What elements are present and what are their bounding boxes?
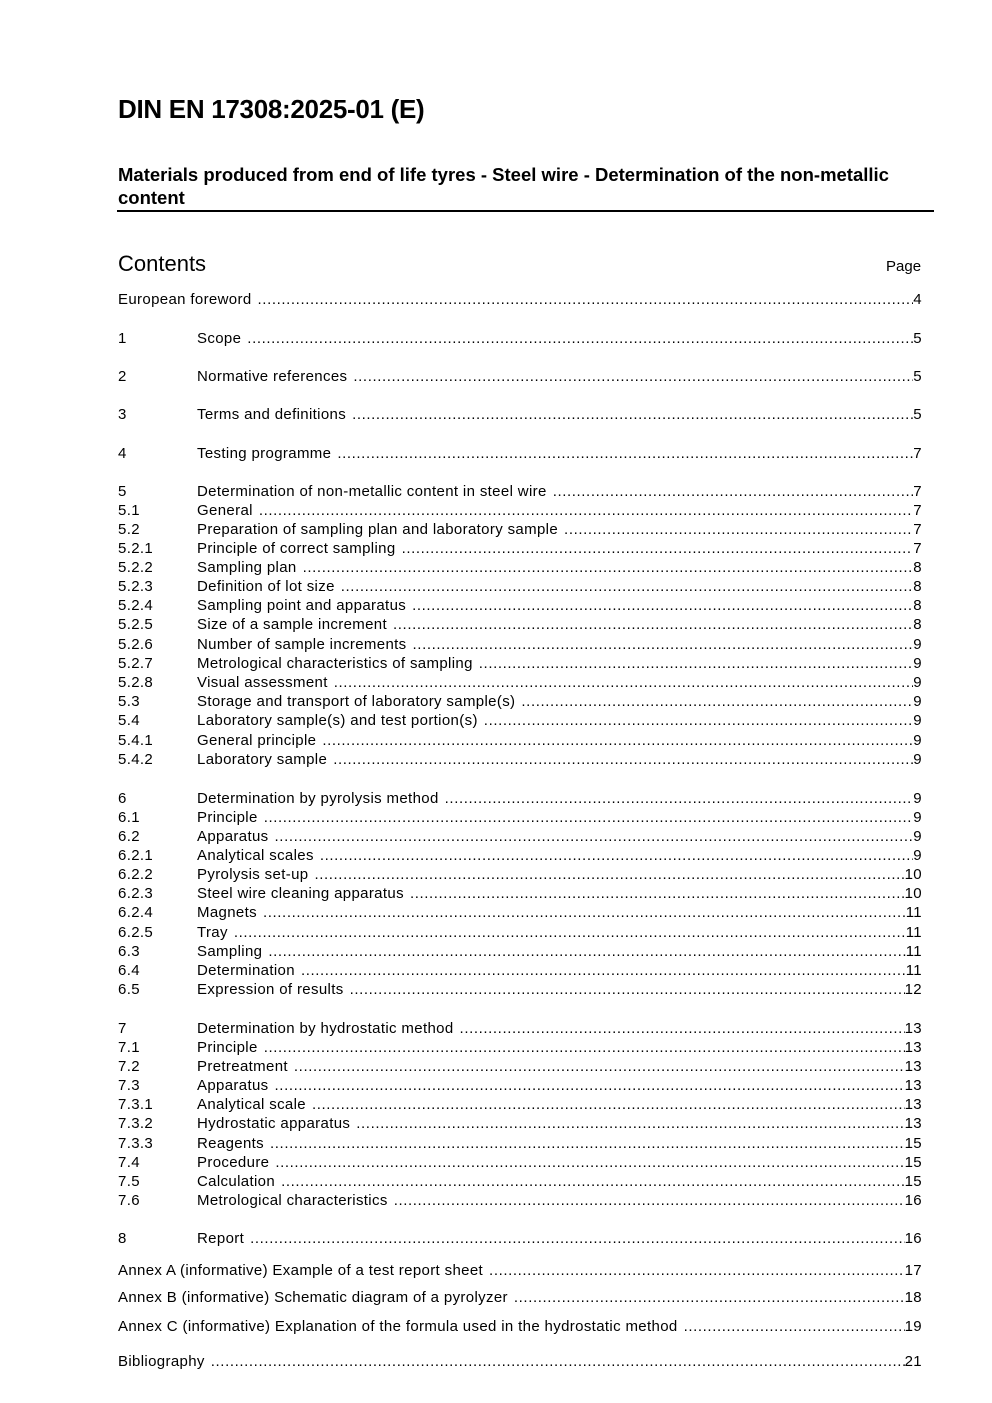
toc-entry-title: Laboratory sample <box>197 751 328 768</box>
toc-entry-title: Visual assessment <box>197 674 328 691</box>
toc-entry-page: 13 <box>904 1058 922 1075</box>
toc-entry <box>118 1019 922 1038</box>
toc-entry-page: 11 <box>905 943 922 960</box>
toc-entry-page: 9 <box>913 693 922 710</box>
toc-entry <box>118 1038 922 1057</box>
toc-entry <box>118 596 922 615</box>
toc-entry-number: 7.1 <box>118 1039 140 1056</box>
toc-entry-page: 8 <box>913 616 922 633</box>
toc-entry-title: Determination by pyrolysis method <box>197 790 439 807</box>
toc-entry <box>118 1317 922 1336</box>
toc-entry-title: Determination by hydrostatic method <box>197 1020 454 1037</box>
dot-leader <box>356 1114 904 1133</box>
toc-entry-page: 9 <box>913 828 922 845</box>
toc-entry-page: 7 <box>913 483 922 500</box>
dot-leader <box>412 596 913 615</box>
toc-entry-title: Normative references <box>197 368 348 385</box>
toc-entry-number: 6.2.3 <box>118 885 154 902</box>
toc-entry-title: Principle of correct sampling <box>197 540 396 557</box>
toc-entry <box>118 1057 922 1076</box>
toc-entry <box>118 1261 922 1280</box>
toc-entry-title: Principle <box>197 809 258 826</box>
toc-entry-page: 13 <box>904 1039 922 1056</box>
toc-entry-title: Size of a sample increment <box>197 616 388 633</box>
toc-entry-number: 6.3 <box>118 943 140 960</box>
dot-leader <box>334 673 914 692</box>
dot-leader <box>250 1229 904 1248</box>
toc-entry-page: 10 <box>904 866 922 883</box>
toc-entry-title: Determination <box>197 962 295 979</box>
toc-entry-page: 4 <box>913 291 922 308</box>
toc-entry-title: General <box>197 502 253 519</box>
toc-entry-page: 13 <box>904 1020 922 1037</box>
toc-entry-page: 8 <box>913 597 922 614</box>
dot-leader <box>211 1352 905 1371</box>
toc-entry <box>118 654 922 673</box>
toc-entry-title: European foreword <box>118 291 252 308</box>
toc-entry-number: 5.2.4 <box>118 597 154 614</box>
dot-leader <box>402 539 914 558</box>
toc-entry-page: 18 <box>904 1289 922 1306</box>
toc-entry <box>118 1076 922 1095</box>
toc-entry-page: 9 <box>913 751 922 768</box>
toc-entry <box>118 903 922 922</box>
toc-entry <box>118 673 922 692</box>
dot-leader <box>337 444 913 463</box>
toc-entry-title: Metrological characteristics <box>197 1192 388 1209</box>
toc-entry-number: 5 <box>118 483 127 500</box>
toc-entry <box>118 1153 922 1172</box>
toc-entry-title: Hydrostatic apparatus <box>197 1115 351 1132</box>
dot-leader <box>264 808 914 827</box>
toc-entry <box>118 329 922 348</box>
toc-entry-number: 2 <box>118 368 127 385</box>
toc-entry-title: Tray <box>197 924 228 941</box>
dot-leader <box>263 903 906 922</box>
toc-entry-title: Sampling point and apparatus <box>197 597 407 614</box>
toc-entry-title: Apparatus <box>197 1077 269 1094</box>
toc-entry-title: Sampling <box>197 943 263 960</box>
toc-entry-page: 5 <box>913 406 922 423</box>
toc-entry-page: 9 <box>913 809 922 826</box>
dot-leader <box>353 367 913 386</box>
toc-entry <box>118 961 922 980</box>
dot-leader <box>258 290 914 309</box>
toc-entry-title: Testing programme <box>197 445 332 462</box>
toc-entry-number: 6.4 <box>118 962 140 979</box>
toc-entry-title: Analytical scale <box>197 1096 306 1113</box>
toc-entry <box>118 520 922 539</box>
dot-leader <box>314 865 904 884</box>
toc-entry-title: Number of sample increments <box>197 636 407 653</box>
toc-entry <box>118 558 922 577</box>
toc-entry-title: Sampling plan <box>197 559 297 576</box>
dot-leader <box>393 615 913 634</box>
toc-entry-page: 15 <box>904 1154 922 1171</box>
toc-entry-title: Magnets <box>197 904 257 921</box>
dot-leader <box>312 1095 905 1114</box>
toc-entry-title: Annex B (informative) Schematic diagram of a pyrolyzer <box>118 1289 508 1306</box>
toc-entry-title: Apparatus <box>197 828 269 845</box>
toc-entry-title: Principle <box>197 1039 258 1056</box>
dot-leader <box>479 654 914 673</box>
toc-entry <box>118 942 922 961</box>
dot-leader <box>301 961 906 980</box>
toc-entry-number: 5.4.2 <box>118 751 154 768</box>
dot-leader <box>270 1134 905 1153</box>
toc-entry-number: 6.2.1 <box>118 847 154 864</box>
toc-entry-number: 5.2.1 <box>118 540 154 557</box>
dot-leader <box>247 329 913 348</box>
toc-entry <box>118 827 922 846</box>
dot-leader <box>514 1288 905 1307</box>
toc-entry-page: 9 <box>913 655 922 672</box>
dot-leader <box>352 405 913 424</box>
dot-leader <box>259 501 913 520</box>
toc-entry-title: Pyrolysis set-up <box>197 866 309 883</box>
toc-entry-number: 5.2.7 <box>118 655 154 672</box>
toc-entry-page: 11 <box>905 904 922 921</box>
toc-entry <box>118 482 922 501</box>
dot-leader <box>394 1191 905 1210</box>
toc-entry-title: Bibliography <box>118 1353 205 1370</box>
toc-entry <box>118 444 922 463</box>
toc-entry-page: 9 <box>913 712 922 729</box>
dot-leader <box>294 1057 905 1076</box>
toc-entry-number: 5.2.2 <box>118 559 154 576</box>
toc-entry-number: 1 <box>118 330 127 347</box>
toc-entry-number: 5.2 <box>118 521 140 538</box>
toc-entry-number: 5.4 <box>118 712 140 729</box>
toc-entry-number: 7.5 <box>118 1173 140 1190</box>
toc-entry-number: 8 <box>118 1230 127 1247</box>
toc-entry-number: 3 <box>118 406 127 423</box>
toc-entry-page: 9 <box>913 636 922 653</box>
toc-entry <box>118 711 922 730</box>
dot-leader <box>460 1019 905 1038</box>
toc-entry-title: Analytical scales <box>197 847 314 864</box>
toc-entry-title: Steel wire cleaning apparatus <box>197 885 404 902</box>
contents-heading: Contents <box>118 251 207 276</box>
dot-leader <box>333 750 913 769</box>
toc-entry-page: 9 <box>913 732 922 749</box>
toc-entry-number: 7.3 <box>118 1077 140 1094</box>
toc-entry-title: Expression of results <box>197 981 344 998</box>
toc-entry <box>118 1191 922 1210</box>
dot-leader <box>445 789 914 808</box>
toc-entry-number: 5.3 <box>118 693 140 710</box>
toc-entry-page: 7 <box>913 521 922 538</box>
dot-leader <box>341 577 914 596</box>
dot-leader <box>303 558 914 577</box>
dot-leader <box>484 711 914 730</box>
toc-entry-page: 11 <box>905 924 922 941</box>
toc-entry-title: Terms and definitions <box>197 406 347 423</box>
toc-entry-number: 6.2.4 <box>118 904 154 921</box>
toc-entry-title: Calculation <box>197 1173 276 1190</box>
toc-entry <box>118 808 922 827</box>
toc-entry-number: 5.4.1 <box>118 732 154 749</box>
toc-entry <box>118 1134 922 1153</box>
dot-leader <box>410 884 905 903</box>
toc-entry <box>118 1172 922 1191</box>
toc-entry-number: 5.2.5 <box>118 616 154 633</box>
toc-entry-page: 7 <box>913 445 922 462</box>
toc-entry <box>118 367 922 386</box>
toc-entry-title: Pretreatment <box>197 1058 288 1075</box>
dot-leader <box>264 1038 905 1057</box>
toc-entry-title: Determination of non-metallic content in steel wire <box>197 483 547 500</box>
toc-entry <box>118 1352 922 1371</box>
toc-entry-page: 13 <box>904 1115 922 1132</box>
toc-entry <box>118 731 922 750</box>
toc-entry-page: 15 <box>904 1135 922 1152</box>
toc-entry-title: Laboratory sample(s) and test portion(s) <box>197 712 478 729</box>
dot-leader <box>320 846 913 865</box>
toc-entry-number: 6.1 <box>118 809 140 826</box>
toc-entry <box>118 1229 922 1248</box>
toc-entry-number: 6.2.2 <box>118 866 154 883</box>
toc-entry-number: 5.2.8 <box>118 674 154 691</box>
toc-entry-title: Storage and transport of laboratory sample(s) <box>197 693 516 710</box>
toc-entry-title: Scope <box>197 330 242 347</box>
toc-entry-title: Metrological characteristics of sampling <box>197 655 473 672</box>
toc-entry-page: 10 <box>904 885 922 902</box>
toc-entry-title: Report <box>197 1230 245 1247</box>
toc-entry-title: Annex A (informative) Example of a test report sheet <box>118 1262 484 1279</box>
toc-entry <box>118 692 922 711</box>
toc-entry-number: 6.2 <box>118 828 140 845</box>
toc-entry <box>118 635 922 654</box>
toc-entry <box>118 923 922 942</box>
toc-entry-number: 7.3.1 <box>118 1096 154 1113</box>
toc-entry <box>118 290 922 309</box>
toc-entry-title: Annex C (informative) Explanation of the formula used in the hydrostatic method <box>118 1318 678 1335</box>
toc-entry-page: 9 <box>913 790 922 807</box>
toc-entry-number: 7.3.2 <box>118 1115 154 1132</box>
document-title: DIN EN 17308:2025-01 (E) <box>118 94 425 124</box>
toc-entry-page: 16 <box>904 1192 922 1209</box>
toc-entry-page: 8 <box>913 559 922 576</box>
toc-entry-page: 13 <box>904 1077 922 1094</box>
toc-entry <box>118 1114 922 1133</box>
dot-leader <box>234 923 906 942</box>
toc-entry <box>118 577 922 596</box>
toc-entry-page: 7 <box>913 540 922 557</box>
dot-leader <box>413 635 914 654</box>
toc-entry-number: 7.6 <box>118 1192 140 1209</box>
toc-entry <box>118 1288 922 1307</box>
toc-entry-page: 13 <box>904 1096 922 1113</box>
dot-leader <box>322 731 913 750</box>
toc-entry-title: Procedure <box>197 1154 270 1171</box>
title-rule <box>117 210 934 212</box>
toc-entry <box>118 980 922 999</box>
toc-entry-number: 7 <box>118 1020 127 1037</box>
dot-leader <box>564 520 913 539</box>
toc-entry-title: Reagents <box>197 1135 265 1152</box>
toc-entry <box>118 750 922 769</box>
toc-entry <box>118 789 922 808</box>
dot-leader <box>275 1076 905 1095</box>
toc-entry-number: 6.5 <box>118 981 140 998</box>
dot-leader <box>350 980 905 999</box>
toc-entry-number: 5.2.3 <box>118 578 154 595</box>
dot-leader <box>281 1172 905 1191</box>
toc-entry-page: 15 <box>904 1173 922 1190</box>
document-subtitle: Materials produced from end of life tyres - Steel wire - Determination of the non-metallic content <box>118 164 889 208</box>
toc-entry-page: 9 <box>913 674 922 691</box>
toc-entry-number: 7.3.3 <box>118 1135 154 1152</box>
toc-entry-page: 21 <box>904 1353 922 1370</box>
toc-entry-title: Definition of lot size <box>197 578 335 595</box>
toc-entry <box>118 884 922 903</box>
toc-entry-number: 6.2.5 <box>118 924 154 941</box>
dot-leader <box>275 1153 904 1172</box>
dot-leader <box>489 1261 905 1280</box>
page-column-label: Page <box>886 258 922 275</box>
toc-entry <box>118 405 922 424</box>
toc-entry <box>118 539 922 558</box>
dot-leader <box>268 942 905 961</box>
toc-entry <box>118 501 922 520</box>
dot-leader <box>684 1317 905 1336</box>
toc-entry-page: 8 <box>913 578 922 595</box>
toc-entry-number: 7.4 <box>118 1154 140 1171</box>
toc-entry-number: 4 <box>118 445 127 462</box>
toc-entry-page: 9 <box>913 847 922 864</box>
toc-entry-page: 16 <box>904 1230 922 1247</box>
toc-entry-page: 5 <box>913 330 922 347</box>
dot-leader <box>521 692 913 711</box>
toc-entry-title: General principle <box>197 732 317 749</box>
dot-leader <box>553 482 914 501</box>
toc-entry-page: 17 <box>904 1262 922 1279</box>
toc-entry-page: 7 <box>913 502 922 519</box>
toc-entry <box>118 615 922 634</box>
toc-entry-page: 12 <box>904 981 922 998</box>
toc-entry-number: 5.1 <box>118 502 140 519</box>
toc-entry-page: 19 <box>904 1318 922 1335</box>
toc-entry-number: 6 <box>118 790 127 807</box>
toc-entry <box>118 1095 922 1114</box>
dot-leader <box>275 827 914 846</box>
toc-entry-number: 5.2.6 <box>118 636 154 653</box>
toc-entry-page: 11 <box>905 962 922 979</box>
toc-entry <box>118 865 922 884</box>
toc-entry-number: 7.2 <box>118 1058 140 1075</box>
toc-entry <box>118 846 922 865</box>
toc-entry-title: Preparation of sampling plan and laboratory sample <box>197 521 559 538</box>
toc-entry-page: 5 <box>913 368 922 385</box>
